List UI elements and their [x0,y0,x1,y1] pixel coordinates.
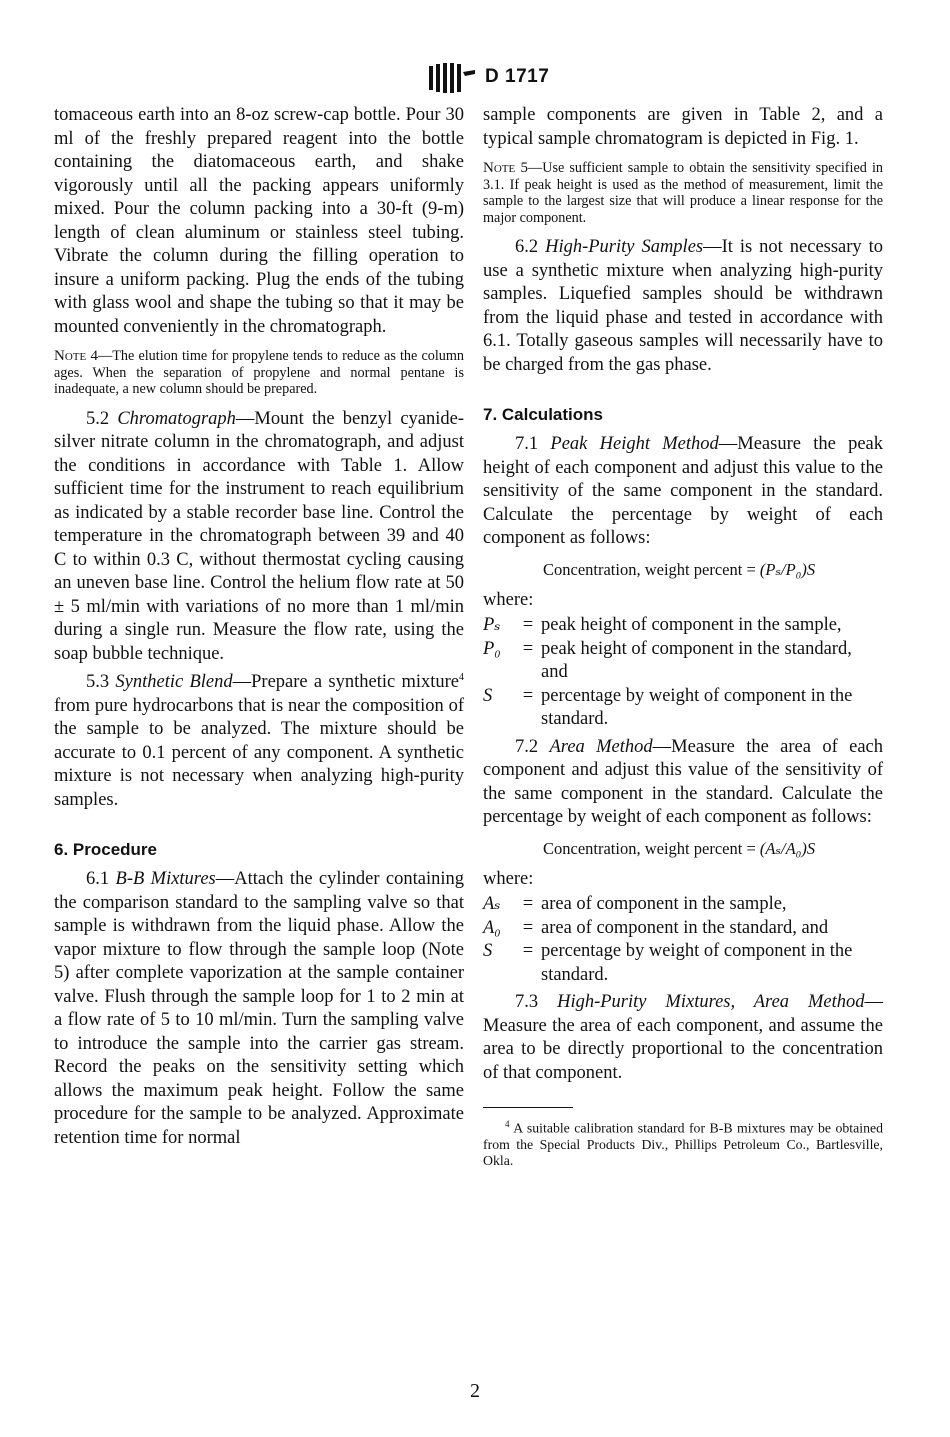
definition-row: A₀ = area of component in the standard, and [483,917,829,938]
astm-logo-icon [423,62,483,94]
definitions-peak-height [483,614,883,732]
note-5: Note 5—Use sufficient sample to obtain the sensitivity specified in 3.1. If peak height is used as the method of measurement, limit the sample to the largest size that will produce a linear response for the major component. [483,160,883,226]
page-number: 2 [470,1380,480,1402]
footnote-divider [483,1107,573,1108]
equation-area: Concentration, weight percent = (Aₛ/A₀)S [543,838,816,858]
paragraph-packing: tomaceous earth into an 8-oz screw-cap bottle. Pour 30 ml of the freshly prepared reagent into the bottle containing the diatomaceous earth, and shake vigorously until all the packing appears uniformly mixed. Pour the column packing into a 30-ft (9-m) length of clean aluminum or stainless steel tubing. Vibrate the column during the filling operation to insure a uniform packing. Plug the ends of the tubing with glass wool and shape the tubing so that it may be mounted conveniently in the chromatograph. [54,105,464,337]
definition-row: Aₛ = area of component in the sample, [483,894,787,914]
footnote-ref-4: 4 [459,672,464,683]
equation-peak-height: Concentration, weight percent = (Pₛ/P₀)S [543,559,816,579]
heading-procedure: 6. Procedure [54,840,157,860]
page-header [0,62,950,98]
section-5-3: 5.3 Synthetic Blend—Prepare a synthetic mixture$^4$ from pure hydrocarbons that is near the composition of the sample to be analyzed. The mixture should be accurate to 0.1 percent of any component. A synthetic mixture is not necessary when analyzing high-purity samples. [54,672,464,810]
where-label-1: where: [483,589,534,610]
note-4: Note 4—The elution time for propylene tends to reduce as the column ages. When the separation of propylene and normal pentane is inadequate, a new column should be prepared. [54,348,464,397]
definition-row: S = percentage by weight of component in the standard. [483,685,853,729]
where-label-2: where: [483,868,534,889]
definition-row: P₀ = peak height of component in the standard, and [483,638,852,682]
left-column [54,104,464,1150]
document-designation: D 1717 [485,66,550,87]
paragraph-continued: sample components are given in Table 2, and a typical sample chromatogram is depicted in Fig. 1. [483,105,883,149]
footnote-4: $^4$ A suitable calibration standard for B-B mixtures may be obtained from the Special Products Div., Phillips Petroleum Co., Bartlesville, Okla. [483,1119,883,1168]
section-5-2: 5.2 Chromatograph—Mount the benzyl cyanide-silver nitrate column in the chromatograph, and adjust the conditions in accordance with Table 1. Allow sufficient time for the instrument to reach equilibrium as indicated by a stable recorder base line. Control the temperature in the chromatograph between 39 and 40 C to within 0.3 C, without thermostat cycling causing an uneven base line. Control the helium flow rate at 50 ± 5 ml/min with variations of no more than 1 ml/min during a single run. Measure the flow rate, using the soap bubble technique. [54,408,464,664]
definitions-area [483,893,883,987]
definition-row: S = percentage by weight of component in the standard. [483,941,853,985]
section-6-2: 6.2 High-Purity Samples—It is not necessary to use a synthetic mixture when analyzing high-purity samples. Liquefied samples should be withdrawn from the liquid phase and tested in accordance with 6.1. Totally gaseous samples will necessarily have to be charged from the gas phase. [483,237,884,375]
section-6-1: 6.1 B-B Mixtures—Attach the cylinder containing the comparison standard to the sampling valve so that sample is withdrawn from the liquid phase. Allow the vapor mixture to flow through the sample loop (Note 5) after complete vaporization at the sample container valve. Flush through the sample loop for 1 to 2 min at a flow rate of 5 to 10 ml/min. Turn the sampling valve to introduce the sample into the carrier gas stream. Record the peaks on the sensitivity setting which allows the maximum peak height. Follow the same procedure for the sample to be analyzed. Approximate retention time for normal [54,869,464,1148]
heading-calculations: 7. Calculations [483,405,603,424]
right-column [483,104,883,1169]
section-7-1: 7.1 Peak Height Method—Measure the peak height of each component and adjust this value to the sensitivity of the same component in the standard. Calculate the percentage by weight of each component as follows: [483,434,884,548]
section-7-2: 7.2 Area Method—Measure the area of each component and adjust this value of the sensitivity of the same component in the standard. Calculate the percentage by weight of each component as follows: [483,736,883,827]
section-7-3: 7.3 High-Purity Mixtures, Area Method—Measure the area of each component, and assume the area to be directly proportional to the concentration of that component. [483,992,883,1083]
definition-row: Pₛ = peak height of component in the sample, [483,615,842,635]
